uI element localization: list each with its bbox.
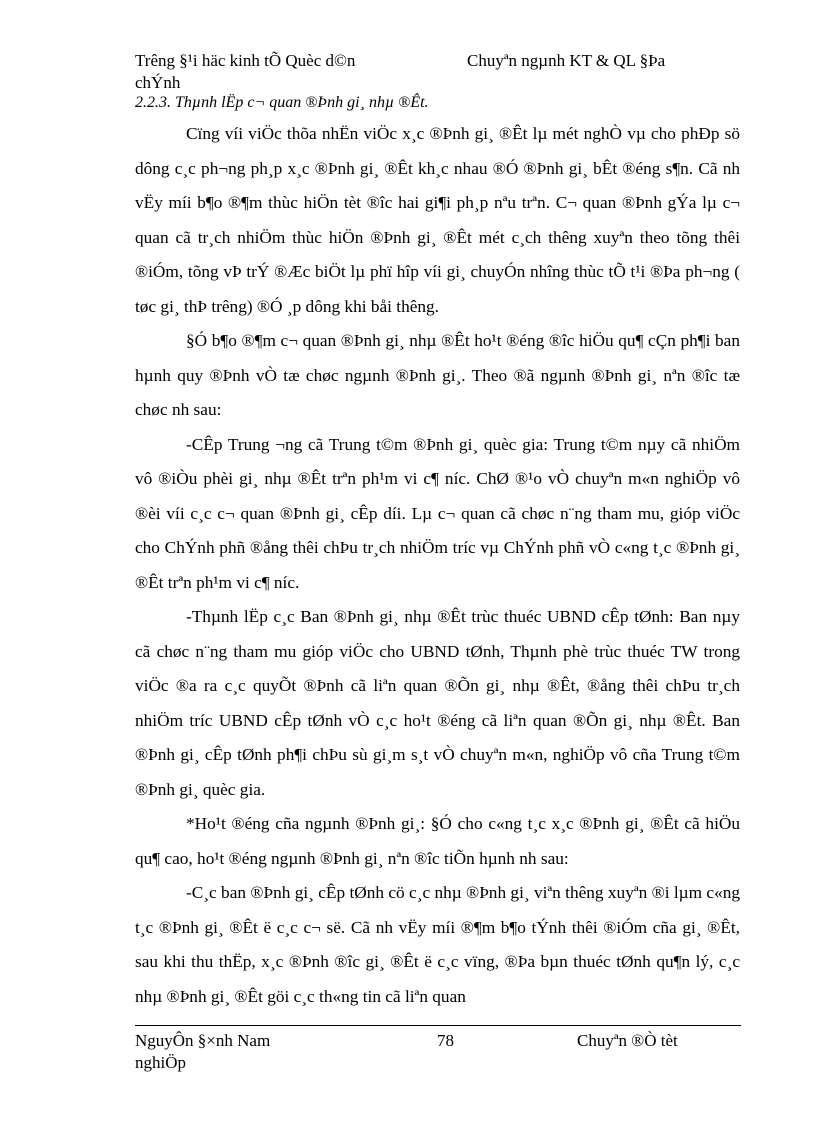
header-major: Chuyªn ngµnh KT & QL §Þa (467, 51, 666, 70)
paragraph: -Thµnh lËp c¸c Ban ®Þnh gi¸ nhµ ®Êt trùc thuéc UBND cÊp tØnh: Ban nµy cã chøc n¨ng tham mu gióp viÖc cho UBND tØnh, Thµnh phè trùc thuéc TW trong viÖc ®a ra c¸c quyÕt ®Þnh cã liªn quan ®Õn gi¸ nhµ ®Êt, ®ång thêi chÞu tr¸ch nhiÖm tríc UBND cÊp tØnh vÒ c¸c ho¹t ®éng cã liªn quan ®Õn gi¸ nhµ ®Êt. Ban ®Þnh gi¸ cÊp tØnh ph¶i chÞu sù gi¸m s¸t vÒ chuyªn m«n, nghiÖp vô cña Trung t©m ®Þnh gi¸ quèc gia. (135, 607, 740, 799)
paragraph: §Ó b¶o ®¶m c¬ quan ®Þnh gi¸ nhµ ®Êt ho¹t ®éng ®îc hiÖu qu¶ cÇn ph¶i ban hµnh quy ®Þnh vÒ tæ chøc ngµnh ®Þnh gi¸. Theo ®ã ngµnh ®Þnh gi¸ nªn ®îc tæ chøc nh sau: (135, 331, 740, 419)
body-text (135, 117, 740, 1014)
section-title: 2.2.3. Thµnh lËp c¬ quan ®Þnh gi¸ nhµ ®Êt. (135, 94, 429, 111)
paragraph: *Ho¹t ®éng cña ngµnh ®Þnh gi¸: §Ó cho c«ng t¸c x¸c ®Þnh gi¸ ®Êt cã hiÖu qu¶ cao, ho¹t ®éng ngµnh ®Þnh gi¸ nªn ®îc tiÕn hµnh nh sau: (135, 814, 740, 868)
header-university: Trêng §¹i häc kinh tÕ Quèc d©n (135, 51, 356, 70)
footer-document-title: Chuyªn ®Ò tèt (577, 1031, 678, 1050)
footer-author-continued: nghiÖp (135, 1053, 186, 1072)
page-number: 78 (437, 1031, 454, 1050)
paragraph: -C¸c ban ®Þnh gi¸ cÊp tØnh cö c¸c nhµ ®Þnh gi¸ viªn thêng xuyªn ®i lµm c«ng t¸c ®Þnh gi¸ ®Êt ë c¸c c¬ së. Cã nh vËy míi ®¶m b¶o tÝnh thêi ®iÓm cña gi¸ ®Êt, sau khi thu thËp, x¸c ®Þnh ®îc gi¸ ®Êt ë c¸c vïng, ®Þa bµn thuéc tØnh qu¶n lý, c¸c nhµ ®Þnh gi¸ ®Êt göi c¸c th«ng tin cã liªn quan (135, 883, 740, 1006)
footer-divider (135, 1025, 741, 1026)
header-major-continued: chÝnh (135, 73, 181, 92)
paragraph: Cïng víi viÖc thõa nhËn viÖc x¸c ®Þnh gi¸ ®Êt lµ mét nghÒ vµ cho phÐp sö dông c¸c ph¬ng ph¸p x¸c ®Þnh gi¸ ®Êt kh¸c nhau ®Ó ®Þnh gi¸ bÊt ®éng s¶n. Cã nh vËy míi b¶o ®¶m thùc hiÖn tèt ®îc hai gi¶i ph¸p nªu trªn. C¬ quan ®Þnh gÝa lµ c¬ quan cã tr¸ch nhiÖm thùc hiÖn ®Þnh gi¸ ®Êt mét c¸ch thêng xuyªn theo tõng thêi ®iÓm, tõng vÞ trÝ ®Æc biÖt lµ phï hîp víi gi¸ chuyÓn nhîng thùc tÕ t¹i ®Þa ph¬ng ( tøc gi¸ thÞ trêng) ®Ó ¸p dông khi båi thêng. (135, 124, 740, 316)
paragraph: -CÊp Trung ¬ng cã Trung t©m ®Þnh gi¸ quèc gia: Trung t©m nµy cã nhiÖm vô ®iÒu phèi gi¸ nhµ ®Êt trªn ph¹m vi c¶ níc. ChØ ®¹o vÒ chuyªn m«n nghiÖp vô ®èi víi c¸c c¬ quan ®Þnh gi¸ cÊp díi. Lµ c¬ quan cã chøc n¨ng tham mu, gióp viÖc cho ChÝnh phñ ®ång thêi chÞu tr¸ch nhiÖm tríc vµ ChÝnh phñ vÒ c«ng t¸c ®Þnh gi¸ ®Êt trªn ph¹m vi c¶ níc. (135, 434, 740, 592)
footer-author: NguyÔn §×nh Nam (135, 1031, 271, 1050)
